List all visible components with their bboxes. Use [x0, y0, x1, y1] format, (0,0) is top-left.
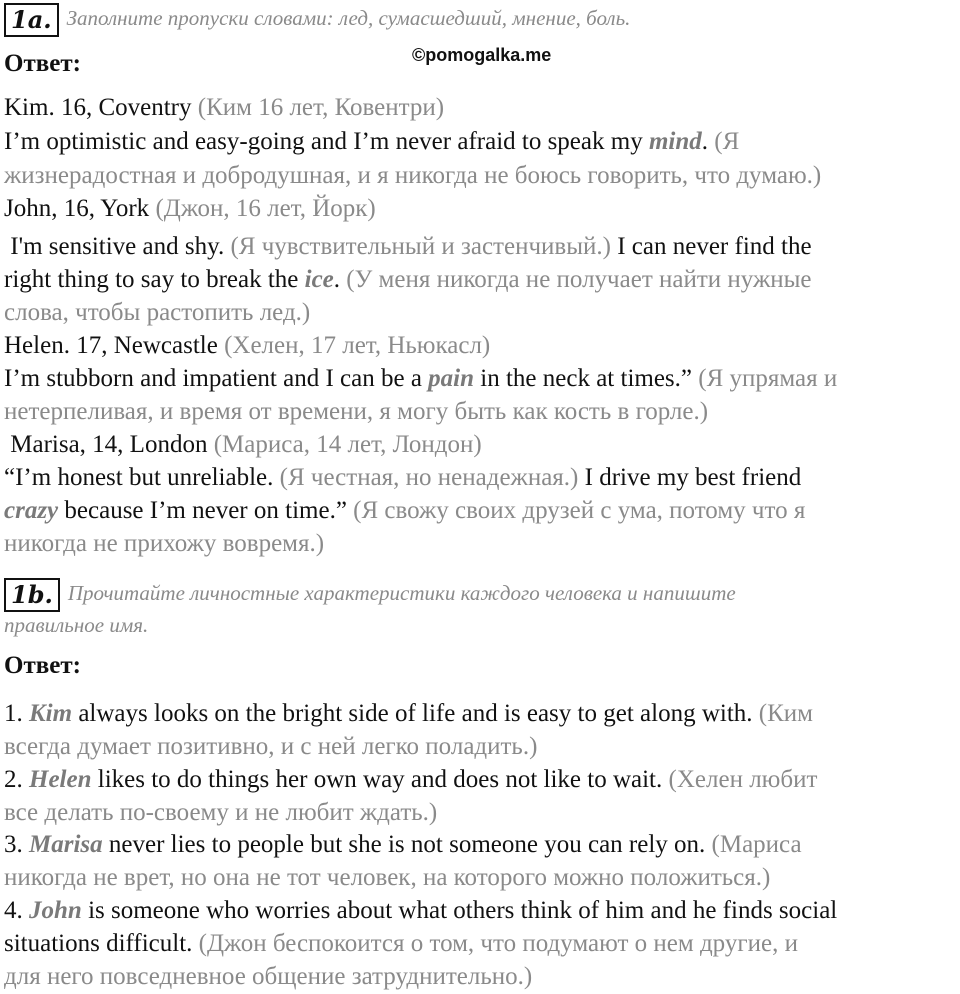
john-en-2: I can never find the — [617, 233, 812, 260]
marisa-ru-3: никогда не прихожу вовремя.) — [4, 530, 325, 557]
john-ru-1: (Я чувствительный и застенчивый.) — [230, 233, 611, 260]
helen-heading-ru: (Хелен, 17 лет, Ньюкасл) — [224, 332, 491, 359]
john-ru-3: слова, чтобы растопить лед.) — [4, 299, 311, 326]
item-en: always looks on the bright side of life and is easy to get along with. — [78, 700, 753, 727]
name-helen: Helen — [29, 766, 92, 793]
marisa-en-2: I drive my best friend — [584, 464, 802, 491]
helen-ru-1: (Я упрямая и — [698, 365, 838, 392]
item-ru-continued: для него повседневное общение затруднительно.) — [4, 963, 533, 990]
item-en: likes to do things her own way and does not like to wait. — [97, 766, 663, 793]
item-number: 3. — [4, 831, 23, 858]
task-1a-header — [4, 3, 630, 37]
task-1b-instruction-1: Прочитайте личностные характеристики каждого человека и напишите — [67, 581, 736, 605]
item-ru: (Хелен любит — [668, 766, 818, 793]
task-number-1a: 1a. — [4, 3, 59, 37]
john-ru-2: (У меня никогда не получает найти нужные — [346, 266, 812, 293]
item-ru: (Ким — [758, 700, 813, 727]
task-number-1b: 1b. — [4, 578, 60, 612]
list-item-continued — [4, 928, 798, 960]
marisa-heading-en: Marisa, 14, London — [4, 431, 208, 458]
helen-en-1: I’m stubborn and impatient and I can be a — [4, 365, 422, 392]
john-heading-en: John, 16, York — [4, 195, 150, 222]
list-item — [4, 829, 802, 861]
john-en-1: I'm sensitive and shy. — [4, 233, 225, 260]
marisa-heading-ru: (Мариса, 14 лет, Лондон) — [213, 431, 482, 458]
helen-heading — [4, 330, 490, 362]
marisa-en-3: because I’m never on time.” — [64, 497, 347, 524]
kim-period: . — [701, 128, 708, 155]
john-en-3: right thing to say to break the — [4, 266, 299, 293]
marisa-heading — [4, 429, 482, 461]
item-number: 2. — [4, 766, 23, 793]
task-1b-header — [4, 578, 736, 612]
answer-label: Ответ: — [4, 50, 81, 77]
kim-en: I’m optimistic and easy-going and I’m never afraid to speak my — [4, 128, 643, 155]
list-item — [4, 698, 813, 730]
item-ru-continued: все делать по-своему и не любит ждать.) — [4, 799, 438, 826]
marisa-sentence-2 — [4, 495, 805, 527]
john-period: . — [333, 266, 341, 293]
keyword-mind: mind — [648, 128, 702, 155]
name-john: John — [29, 897, 82, 924]
watermark: ©pomogalka.me — [412, 45, 552, 65]
list-item — [4, 764, 817, 796]
item-ru-continued: никогда не врет, но она не тот человек, на которого можно положиться.) — [4, 864, 771, 891]
list-item — [4, 895, 837, 927]
helen-sentence — [4, 363, 837, 395]
item-number: 1. — [4, 700, 23, 727]
kim-heading — [4, 92, 444, 124]
john-sentence-2 — [4, 264, 812, 296]
helen-en-2: in the neck at times.” — [480, 365, 693, 392]
marisa-en-1: “I’m honest but unreliable. — [4, 464, 274, 491]
name-marisa: Marisa — [29, 831, 103, 858]
john-sentence-1 — [4, 231, 812, 263]
marisa-sentence-1 — [4, 462, 801, 494]
keyword-pain: pain — [428, 365, 475, 392]
kim-heading-ru: (Ким 16 лет, Ковентри) — [197, 94, 445, 121]
marisa-ru-1: (Я честная, но ненадежная.) — [279, 464, 579, 491]
marisa-ru-2: (Я свожу своих друзей с ума, потому что я — [353, 497, 806, 524]
kim-ru-start: (Я — [714, 128, 740, 155]
item-ru-continued: всегда думает позитивно, и с ней легко поладить.) — [4, 733, 538, 760]
john-heading — [4, 193, 376, 225]
task-1a-instruction: Заполните пропуски словами: лед, сумасшедший, мнение, боль. — [66, 6, 631, 30]
item-en-continued: situations difficult. — [4, 930, 193, 957]
kim-sentence — [4, 126, 739, 158]
item-ru: (Джон беспокоится о том, что подумают о нем другие, и — [198, 930, 798, 957]
keyword-crazy: crazy — [4, 497, 59, 524]
keyword-ice: ice — [304, 266, 334, 293]
helen-heading-en: Helen. 17, Newcastle — [4, 332, 218, 359]
task-1b-instruction-2: правильное имя. — [4, 613, 149, 637]
kim-ru-continued: жизнерадостная и добродушная, и я никогда не боюсь говорить, что думаю.) — [4, 162, 822, 189]
name-kim: Kim — [29, 700, 73, 727]
item-ru: (Мариса — [711, 831, 802, 858]
item-number: 4. — [4, 897, 23, 924]
helen-ru-2: нетерпеливая, и время от времени, я могу быть как кость в горле.) — [4, 398, 709, 425]
item-en: never lies to people but she is not someone you can rely on. — [108, 831, 706, 858]
kim-heading-en: Kim. 16, Coventry — [4, 94, 192, 121]
answer-label: Ответ: — [4, 652, 81, 679]
item-en: is someone who worries about what others think of him and he finds social — [88, 897, 838, 924]
john-heading-ru: (Джон, 16 лет, Йорк) — [155, 195, 376, 222]
